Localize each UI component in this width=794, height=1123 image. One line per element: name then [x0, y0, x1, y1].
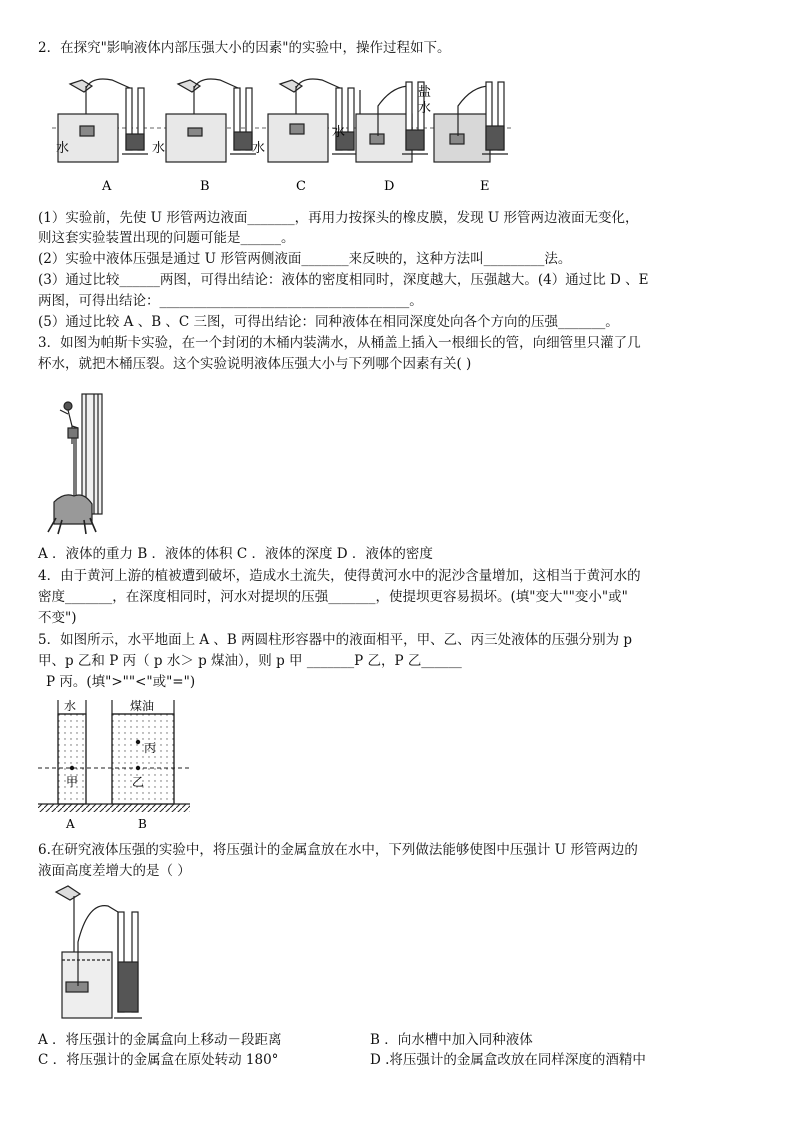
containers-figure: [38, 694, 190, 834]
q2-part1-line2: 则这套实验装置出现的问题可能是______。: [38, 230, 295, 246]
q2-part5: (5）通过比较 A 、B 、C 三图，可得出结论：同种液体在相同深度处向各个方向的压强_______。: [38, 314, 619, 330]
q5-line3: P 丙。(填">""<"或"="): [46, 674, 196, 690]
point-yi-label: 乙: [132, 775, 145, 789]
q2-part1-line1: (1）实验前，先使 U 形管两边液面_______，再用力按探头的橡皮膜，发现 U 形管两边液面无变化，: [38, 210, 639, 226]
setup-e: [434, 82, 508, 162]
q3-line1: 3．如图为帕斯卡实验，在一个封闭的木桶内装满水，从桶盖上插入一根细长的管，向细管里只灌了几: [38, 335, 641, 351]
setup-b: [166, 79, 256, 162]
salt-water-label-2: 水: [418, 101, 432, 116]
q3-options: A ．液体的重力 B ．液体的体积 C ．液体的深度 D ．液体的密度: [38, 546, 433, 562]
pressure-gauge-figure: [38, 882, 158, 1022]
label-d: D: [384, 179, 395, 194]
container-b-label: B: [138, 817, 147, 831]
q6-option-d: D .将压强计的金属盒改放在同样深度的酒精中: [370, 1052, 646, 1068]
q5-line1: 5．如图所示，水平地面上 A 、B 两圆柱形容器中的液面相平，甲、乙、丙三处液体的压强分别为 p: [38, 632, 633, 648]
label-c: C: [296, 179, 306, 194]
q6-option-c: C ．将压强计的金属盒在原处转动 180°: [38, 1052, 279, 1068]
q4-line3: 不变"): [38, 610, 77, 626]
water-label-b: 水: [152, 141, 166, 156]
q4-line2: 密度_______，在深度相同时，河水对提坝的压强_______，使提坝更容易损坏。(填"变大""变小"或": [38, 589, 628, 605]
point-jia-label: 甲: [66, 775, 79, 789]
label-b: B: [200, 179, 210, 194]
q2-part3-line1: (3）通过比较______两图，可得出结论：液体的密度相同时，深度越大，压强越大。(4）通过比 D 、E: [38, 272, 649, 288]
label-a: A: [102, 179, 112, 194]
water-label-d: 水: [332, 125, 346, 140]
q6-line2: 液面高度差增大的是（ ）: [38, 863, 191, 879]
salt-water-label-1: 盐: [418, 85, 432, 100]
kerosene-label: 煤油: [130, 699, 155, 713]
container-a-label: A: [66, 817, 75, 831]
setup-a: [58, 79, 148, 162]
q3-line2: 杯水，就把木桶压裂。这个实验说明液体压强大小与下列哪个因素有关( ): [38, 356, 472, 372]
q2-part2: (2）实验中液体压强是通过 U 形管两侧液面_______来反映的，这种方法叫_________法。: [38, 251, 572, 267]
label-e: E: [480, 179, 490, 194]
q5-line2: 甲、p 乙和 P 丙（ p 水＞ p 煤油），则 p 甲 _______P 乙，P 乙______: [38, 653, 462, 669]
q2-experiment-figure: [52, 76, 512, 196]
q2-title: 2．在探究"影响液体内部压强大小的因素"的实验中，操作过程如下。: [38, 40, 451, 56]
q6-option-b: B ．向水槽中加入同种液体: [370, 1032, 533, 1048]
q6-line1: 6.在研究液体压强的实验中，将压强计的金属盒放在水中，下列做法能够使图中压强计 U 形管两边的: [38, 842, 638, 858]
q4-line1: 4．由于黄河上游的植被遭到破坏，造成水土流失，使得黄河水中的泥沙含量增加，这相当于黄河水的: [38, 568, 641, 584]
water-label-c: 水: [252, 141, 266, 156]
point-bing-label: 丙: [144, 741, 157, 755]
water-label: 水: [64, 699, 77, 713]
water-label-a: 水: [56, 141, 70, 156]
pascal-barrel-figure: [38, 392, 108, 536]
q6-option-a: A ．将压强计的金属盒向上移动－段距离: [38, 1032, 282, 1048]
setup-c: [268, 79, 358, 162]
q2-part3-line2: 两图，可得出结论：_____________________________________。: [38, 293, 423, 309]
